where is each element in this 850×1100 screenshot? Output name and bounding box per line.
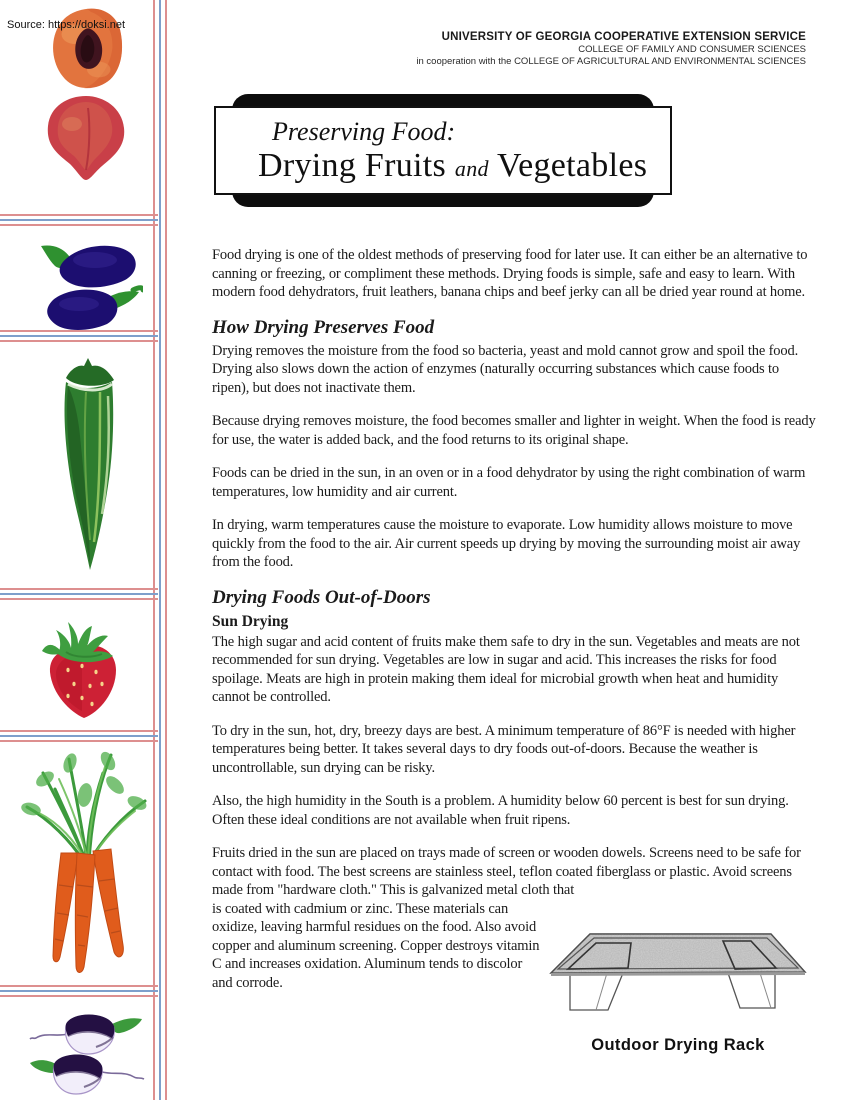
intro-paragraph: Food drying is one of the oldest methods of preserving food for later use. It can either be an alternative to canning or freezing, or compliment these methods. Drying foods is simple, safe and easy to learn. With modern food dehydrators, fruit leathers, banana chips and beef jerky can all be dried year round at home.	[212, 247, 808, 300]
section-heading-how-drying-preserves-food: How Drying Preserves Food	[212, 316, 435, 338]
sidebar-divider	[0, 985, 158, 997]
sidebar-divider	[0, 730, 158, 742]
title-main-pre: Drying Fruits	[258, 147, 447, 184]
body-paragraph: Because drying removes moisture, the food becomes smaller and lighter in weight. When the food is ready for use, the water is added back, and the food returns to its original shape.	[212, 413, 816, 448]
body-paragraph: Drying removes the moisture from the food so bacteria, yeast and mold cannot grow and spoil the food. Drying also slows down the action of enzymes (naturally occurring substances which cause foods to ripen), but does not inactivate them.	[212, 342, 799, 396]
org-cooperation: in cooperation with the COLLEGE OF AGRICULTURAL AND ENVIRONMENTAL SCIENCES	[416, 56, 806, 67]
body-paragraph: Also, the high humidity in the South is a problem. A humidity below 60 percent is best for sun drying. Often these ideal conditions are not available when fruit ripens.	[212, 793, 789, 828]
body-paragraph: Fruits dried in the sun are placed on trays made of screen or wooden dowels. Screens need to be safe for contact with food. The best screens are stainless steel, teflon coated fiberglass or plastic. Avoid screens made from "hardware cloth." This is galvanized metal cloth that	[212, 845, 801, 898]
eggplants-illustration	[33, 238, 143, 333]
okra-pod-illustration	[56, 356, 120, 578]
title-banner	[214, 106, 672, 195]
body-paragraph: The high sugar and acid content of fruits make them safe to dry in the sun. Vegetables and meats are not recommended for sun drying. Vegetables are low in sugar and acid. This increases the risks for food spoilage. Meats are high in protein making them ideal for microbial growth when heat and humidity cannot be controlled.	[212, 633, 800, 705]
title-main-post: Vegetables	[496, 147, 648, 184]
carrot-bunch-illustration	[15, 745, 150, 977]
subsection-heading-sun-drying: Sun Drying	[212, 612, 289, 630]
body-paragraph: Foods can be dried in the sun, in an oven or in a food dehydrator by using the right combination of warm temperatures, low humidity and air current.	[212, 465, 806, 500]
page-title	[258, 147, 670, 188]
outdoor-drying-rack-illustration	[547, 926, 809, 1022]
org-name: UNIVERSITY OF GEORGIA COOPERATIVE EXTENSION SERVICE	[441, 31, 806, 43]
title-and: and	[454, 156, 489, 181]
turnips-illustration	[28, 1004, 148, 1096]
title-kicker: Preserving Food:	[272, 117, 456, 146]
org-college: COLLEGE OF FAMILY AND CONSUMER SCIENCES	[578, 44, 806, 55]
strawberry-illustration	[40, 618, 125, 723]
sidebar-divider	[0, 588, 158, 600]
body-paragraph-beside-figure: is coated with cadmium or zinc. These materials can oxidize, leaving harmful residues on the food. Also avoid copper and aluminum screening. Copper destroys vitamin C and increases oxidation. Aluminum tends to discolor and corrode.	[212, 900, 540, 991]
sidebar-vertical-frame	[153, 0, 167, 1100]
outdoor-drying-rack-figure	[547, 926, 809, 1055]
figure-caption: Outdoor Drying Rack	[591, 1036, 765, 1054]
org-header	[416, 31, 806, 67]
article-body	[212, 246, 817, 992]
source-note: Source: https://doksi.net	[7, 19, 126, 31]
plum-half-illustration	[40, 94, 132, 182]
body-paragraph: To dry in the sun, hot, dry, breezy days are best. A minimum temperature of 86°F is needed with higher temperatures being better. It takes several days to dry foods out-of-doors. Because the weather is uncontrollable, sun drying can be risky.	[212, 722, 796, 776]
body-paragraph: In drying, warm temperatures cause the moisture to evaporate. Low humidity allows moisture to move quickly from the food to the air. Air current speeds up drying by moving the surrounding moist air away from the food.	[212, 517, 801, 570]
section-heading-drying-foods-out-of-doors: Drying Foods Out-of-Doors	[212, 586, 431, 608]
sidebar-divider	[0, 214, 158, 226]
